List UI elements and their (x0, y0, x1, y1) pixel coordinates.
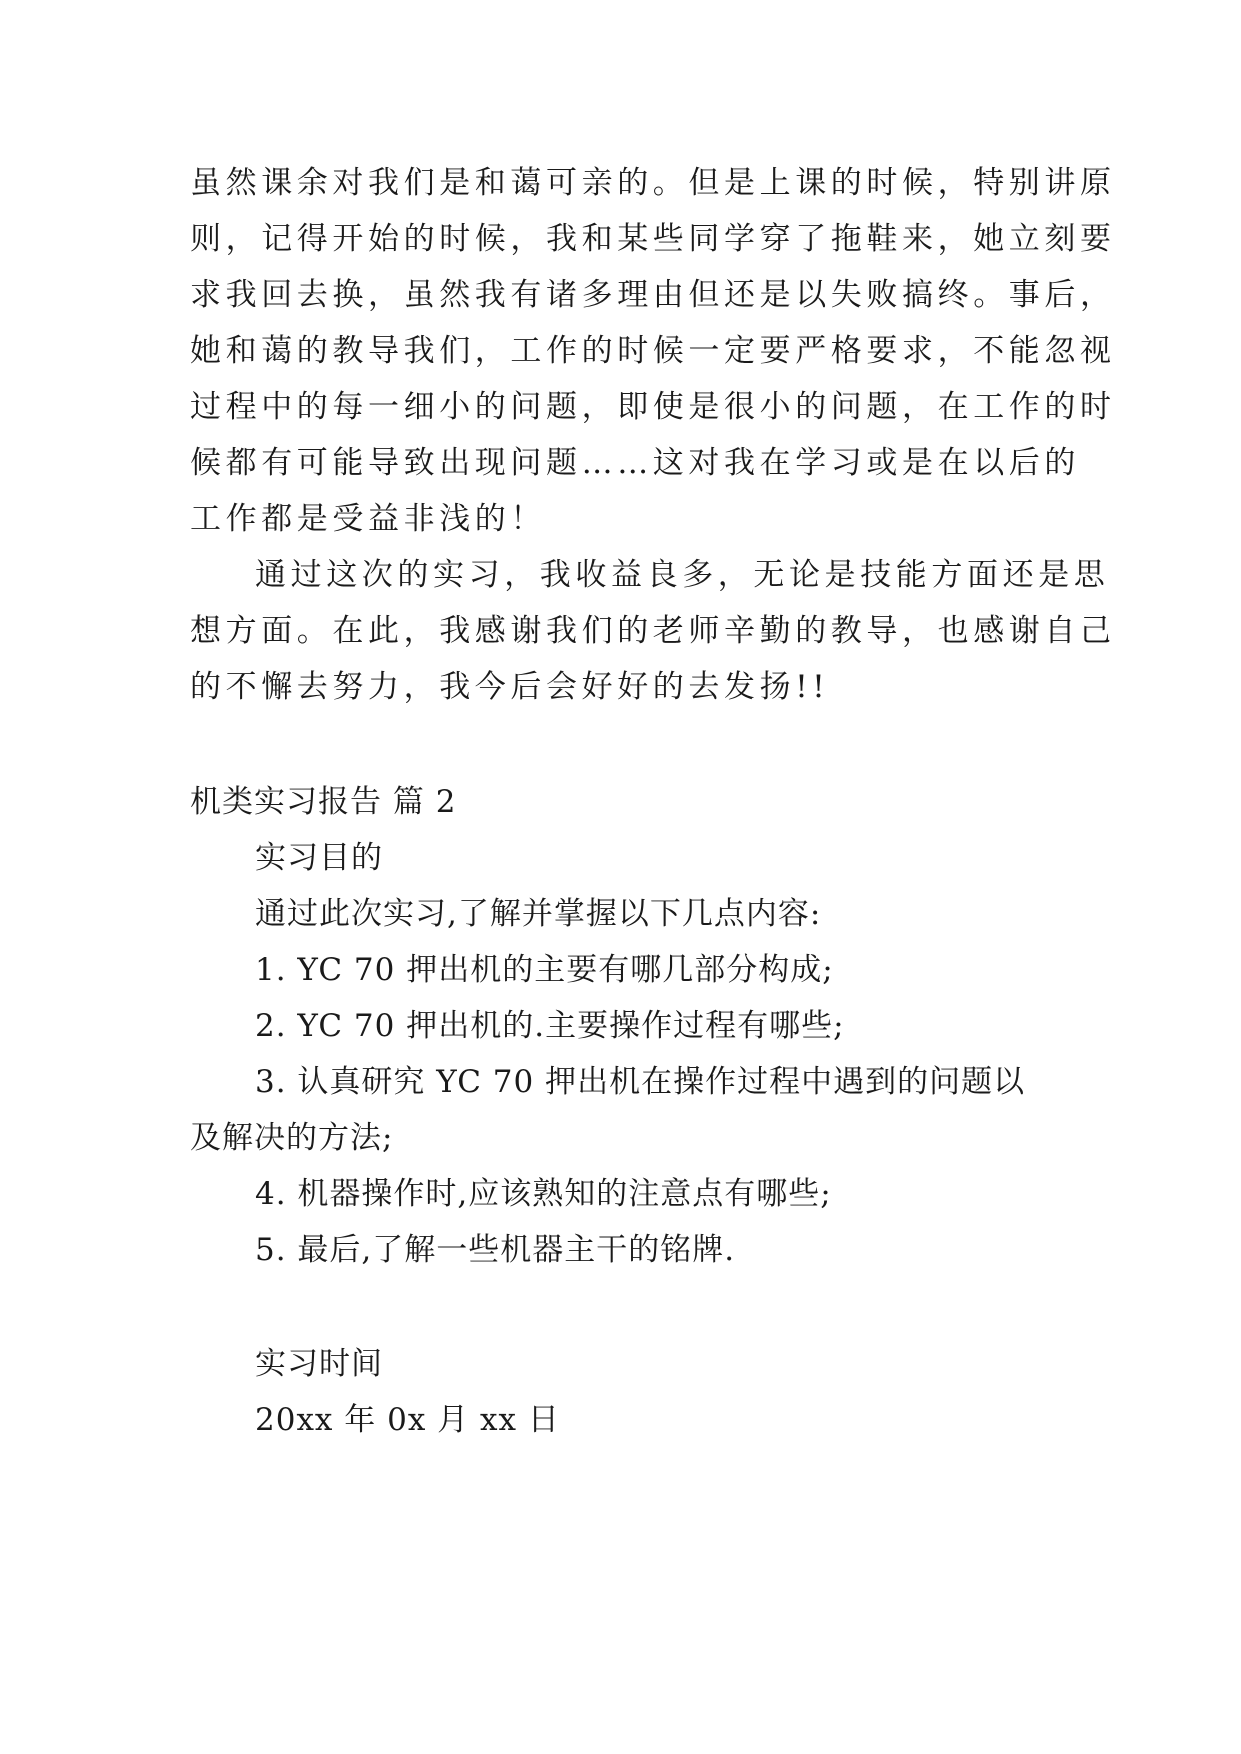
list-item: 2. YC 70 押出机的.主要操作过程有哪些; (255, 1008, 845, 1044)
paragraph-line: 求我回去换，虽然我有诸多理由但还是以失败搞终。事后， (190, 277, 1116, 313)
paragraph-line: 候都有可能导致出现问题……这对我在学习或是在以后的 (190, 445, 1080, 481)
purpose-intro: 通过此次实习,了解并掌握以下几点内容: (255, 896, 822, 932)
list-item-continuation: 及解决的方法; (190, 1120, 394, 1156)
list-item: 5. 最后,了解一些机器主干的铭牌. (255, 1232, 736, 1268)
paragraph-line: 通过这次的实习，我收益良多，无论是技能方面还是思 (255, 557, 1110, 593)
paragraph-line: 的不懈去努力，我今后会好好的去发扬!! (190, 669, 830, 705)
paragraph-line: 则，记得开始的时候，我和某些同学穿了拖鞋来，她立刻要 (190, 221, 1116, 257)
list-item: 1. YC 70 押出机的主要有哪几部分构成; (255, 952, 834, 988)
section-title: 机类实习报告 篇 2 (190, 784, 457, 820)
paragraph-line: 虽然课余对我们是和蔼可亲的。但是上课的时候，特别讲原 (190, 165, 1116, 201)
time-heading: 实习时间 (255, 1346, 383, 1382)
purpose-heading: 实习目的 (255, 840, 383, 876)
paragraph-line: 工作都是受益非浅的！ (190, 501, 546, 537)
time-value: 20xx 年 0x 月 xx 日 (255, 1402, 560, 1438)
list-item: 3. 认真研究 YC 70 押出机在操作过程中遇到的问题以 (255, 1064, 1026, 1100)
list-item: 4. 机器操作时,应该熟知的注意点有哪些; (255, 1176, 832, 1212)
paragraph-line: 想方面。在此，我感谢我们的老师辛勤的教导，也感谢自己 (190, 613, 1116, 649)
paragraph-line: 她和蔼的教导我们，工作的时候一定要严格要求，不能忽视 (190, 333, 1116, 369)
paragraph-line: 过程中的每一细小的问题，即使是很小的问题，在工作的时 (190, 389, 1116, 425)
